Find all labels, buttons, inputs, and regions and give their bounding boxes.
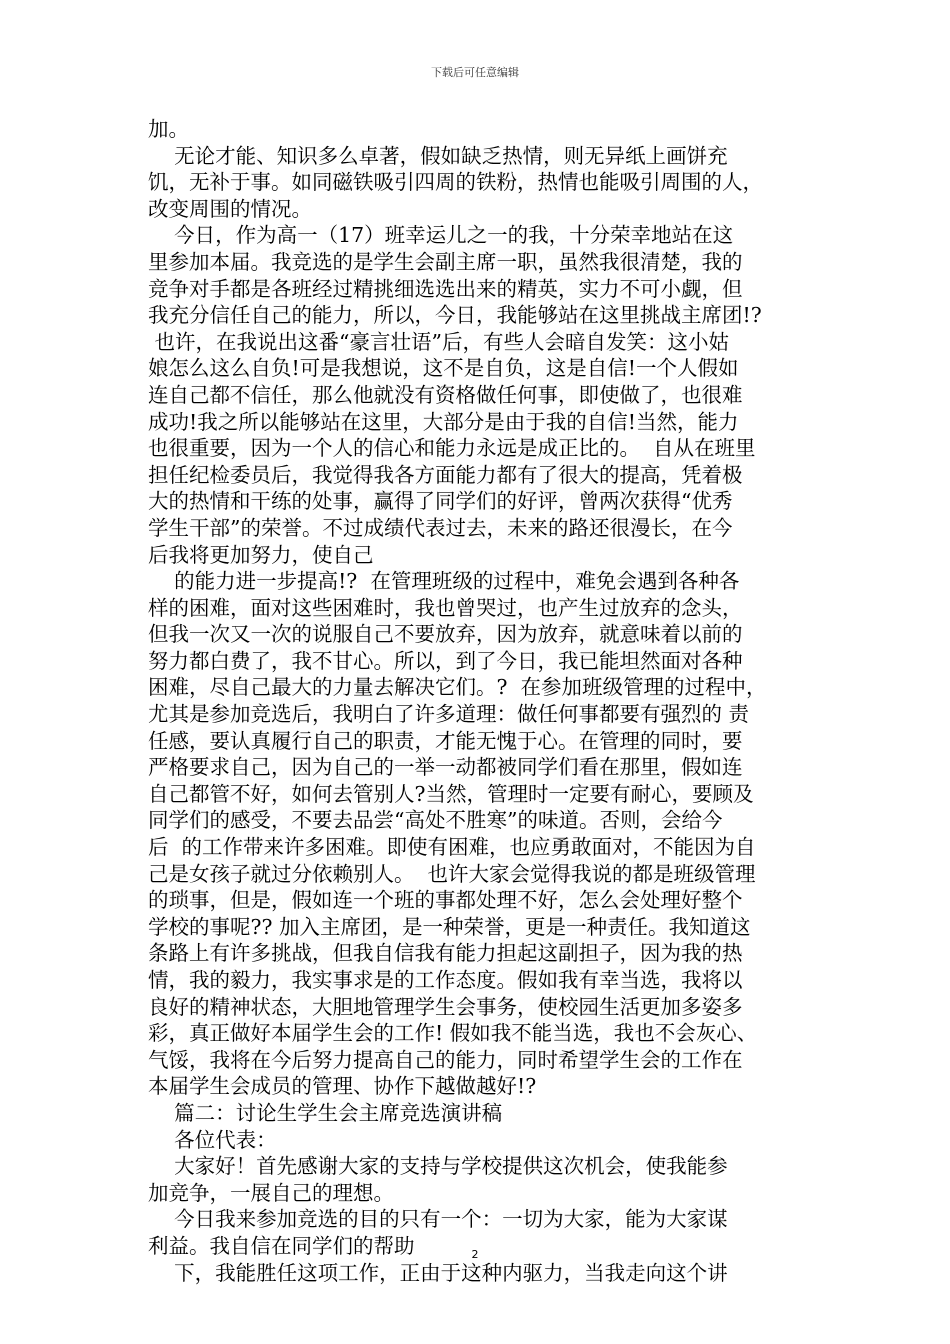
text-line: 里参加本届。我竞选的是学生会副主席一职，虽然我很清楚，我的 [148,249,743,274]
text-line: 学生干部”的荣誉。不过成绩代表过去，未来的路还很漫长，在今 [148,515,733,540]
text-line: 己是女孩子就过分依赖别人。 也许大家会觉得我说的都是班级管理 [148,861,756,886]
document-body [148,116,808,1286]
text-line: 利益。我自信在同学们的帮助 [148,1233,415,1258]
text-line: 本届学生会成员的管理、协作下越做越好!? [148,1074,537,1099]
text-line: 饥，无补于事。如同磁铁吸引四周的铁粉，热情也能吸引周围的人， [148,170,763,195]
text-line: 努力都白费了，我不甘心。所以，到了今日，我已能坦然面对各种 [148,648,743,673]
text-line: 改变周围的情况。 [148,196,312,221]
text-line: 条路上有许多挑战，但我自信我有能力担起这副担子，因为我的热 [148,941,743,966]
text-line: 学校的事呢?? 加入主席团，是一种荣誉，更是一种责任。我知道这 [148,914,751,939]
text-line: 娘怎么这么自负!可是我想说，这不是自负，这是自信!一个人假如 [148,356,739,381]
text-line: 加竞争，一展自己的理想。 [148,1180,394,1205]
text-line: 尤其是参加竞选后，我明白了许多道理：做任何事都要有强烈的 责 [148,702,750,727]
text-line: 成功!我之所以能够站在这里，大部分是由于我的自信!当然，能力 [148,409,739,434]
text-line: 自己都管不好，如何去管别人?当然，管理时一定要有耐心，要顾及 [148,781,754,806]
text-line: 的琐事，但是，假如连一个班的事都处理不好，怎么会处理好整个 [148,888,743,913]
text-line: 竞争对手都是各班经过精挑细选选出来的精英，实力不可小觑，但 [148,276,743,301]
text-line: 彩，真正做好本届学生会的工作! 假如我不能当选，我也不会灰心、 [148,1021,758,1046]
text-line: 大的热情和干练的处事，赢得了同学们的好评，曾两次获得“优秀 [148,489,733,514]
text-line: 样的困难，面对这些困难时，我也曾哭过，也产生过放弃的念头， [148,595,743,620]
text-line: 情，我的毅力，我实事求是的工作态度。假如我有幸当选，我将以 [148,968,743,992]
text-line: 也许，在我说出这番“豪言壮语”后，有些人会暗自发笑：这小姑 [148,329,729,354]
text-line: 后我将更加努力，使自己 [148,542,374,567]
text-line: 下，我能胜任这项工作，正由于这种内驱力，当我走向这个讲 [148,1260,728,1285]
text-line: 任感，要认真履行自己的职责，才能无愧于心。在管理的同时，要 [148,728,743,753]
text-line: 篇二：讨论生学生会主席竞选演讲稿 [148,1100,503,1125]
text-line: 也很重要，因为一个人的信心和能力永远是成正比的。 自从在班里 [148,436,756,461]
text-line: 困难，尽自己最大的力量去解决它们。? 在参加班级管理的过程中， [148,675,767,700]
text-line: 今日我来参加竞选的目的只有一个：一切为大家，能为大家谋 [148,1207,728,1232]
text-line: 担任纪检委员后，我觉得我各方面能力都有了很大的提高，凭着极 [148,462,743,487]
text-line: 大家好！首先感谢大家的支持与学校提供这次机会，使我能参 [148,1154,728,1179]
text-line: 我充分信任自己的能力，所以，今日，我能够站在这里挑战主席团!? [148,303,762,328]
text-line: 今日，作为高一（17）班幸运儿之一的我，十分荣幸地站在这 [148,223,734,248]
text-line: 严格要求自己，因为自己的一举一动都被同学们看在那里，假如连 [148,755,743,780]
text-line: 无论才能、知识多么卓著，假如缺乏热情，则无异纸上画饼充 [148,143,728,168]
text-line: 但我一次又一次的说服自己不要放弃，因为放弃，就意味着以前的 [148,622,743,647]
text-line: 同学们的感受，不要去品尝“高处不胜寒”的味道。否则，会给今 [148,808,723,833]
text-line: 的能力进一步提高!? 在管理班级的过程中，难免会遇到各种各 [148,569,740,594]
page-header: 下载后可任意编辑 [431,66,519,79]
text-line: 各位代表： [148,1127,277,1152]
text-line: 后 的工作带来许多困难。即使有困难，也应勇敢面对，不能因为自 [148,835,756,860]
page-number: 2 [471,1248,479,1261]
text-line: 连自己都不信任，那么他就没有资格做任何事，即使做了，也很难 [148,382,743,407]
text-line: 加。 [148,117,189,141]
text-line: 良好的精神状态，大胆地管理学生会事务，使校园生活更加多姿多 [148,994,743,1019]
text-line: 气馁，我将在今后努力提高自己的能力，同时希望学生会的工作在 [148,1047,743,1072]
